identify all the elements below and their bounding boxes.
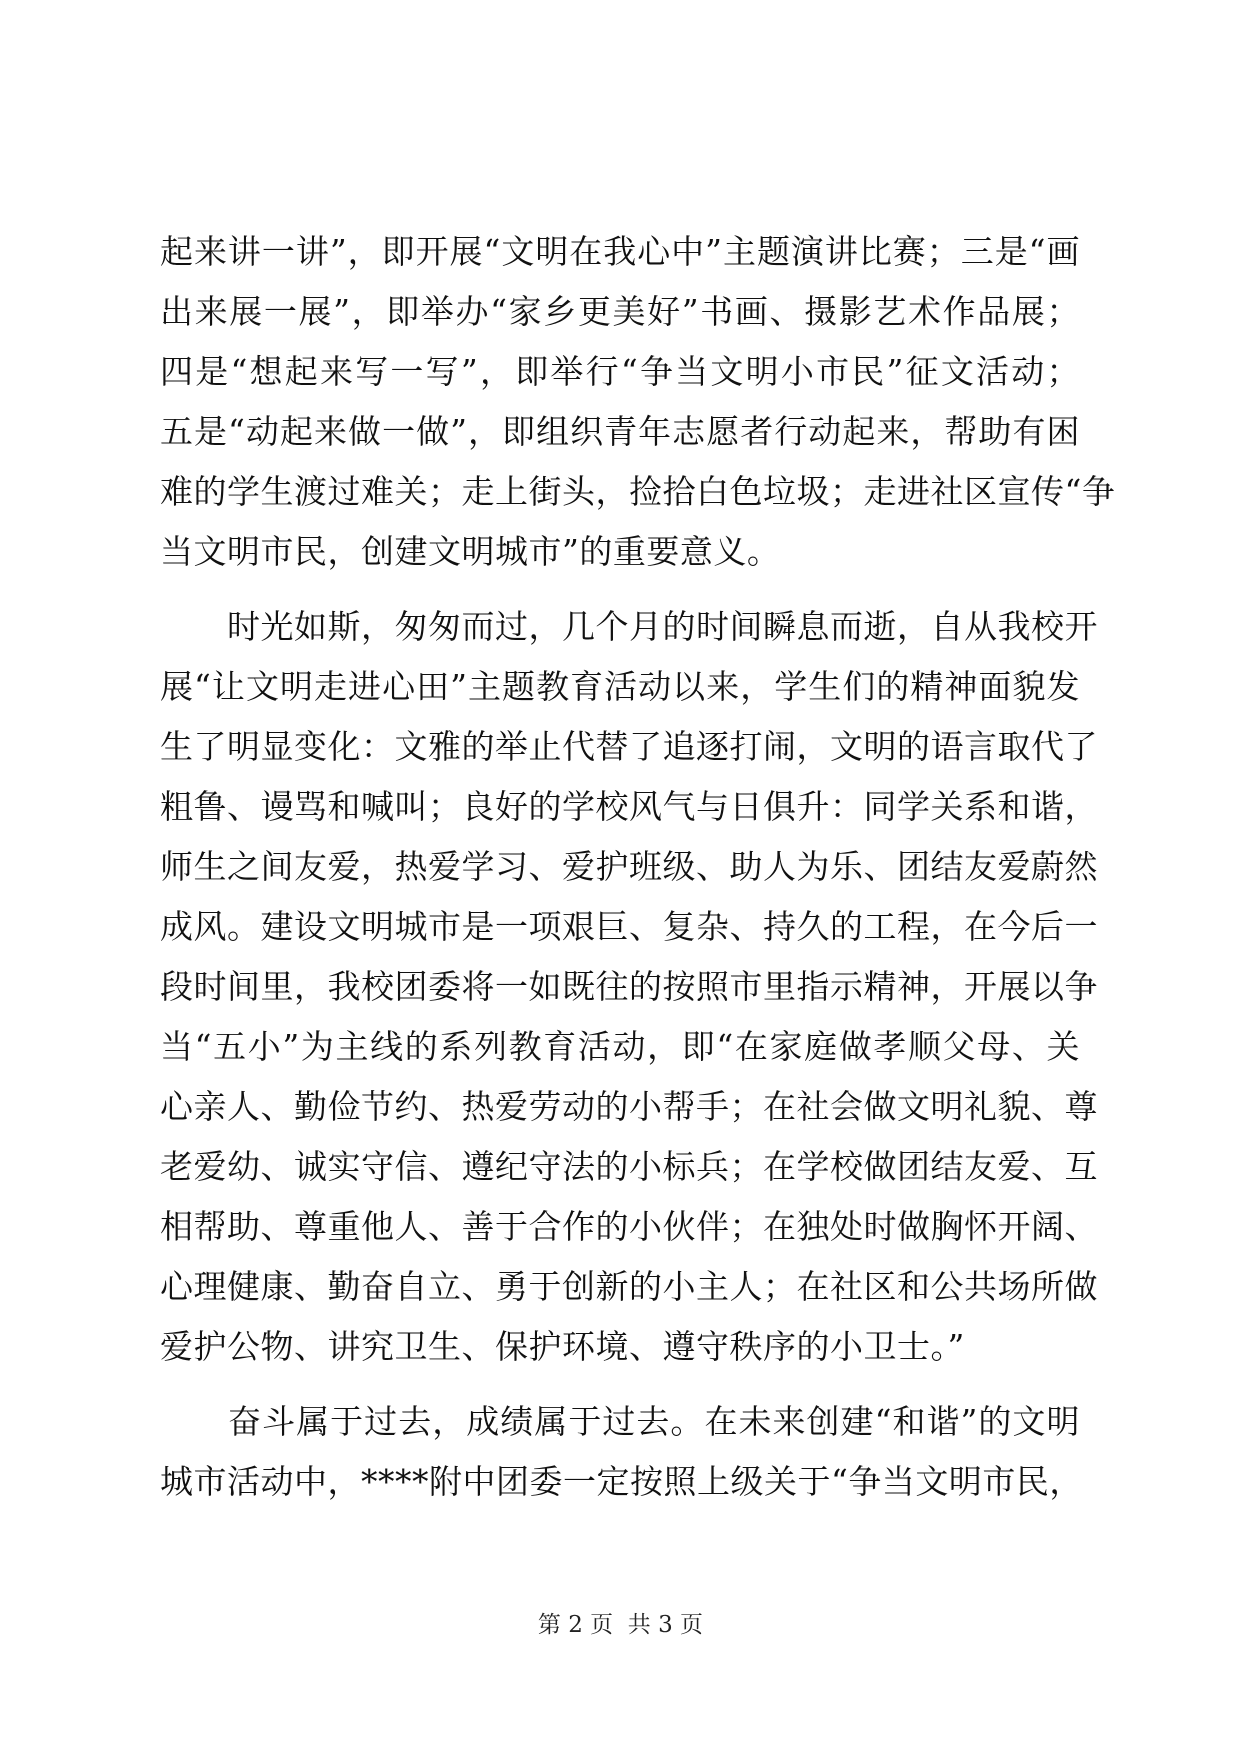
text-line: 段时间里，我校团委将一如既往的按照市里指示精神，开展以争 [160,967,1098,1006]
document-body [160,222,1116,1512]
text-line: 当“五小”为主线的系列教育活动，即“在家庭做孝顺父母、关 [160,1027,1080,1066]
paragraph-2 [160,597,1098,1377]
text-line: 奋斗属于过去，成绩属于过去。在未来创建“和谐”的文明 [160,1402,1080,1441]
text-line: 心理健康、勤奋自立、勇于创新的小主人；在社区和公共场所做 [160,1267,1098,1306]
text-line: 难的学生渡过难关；走上街头，捡拾白色垃圾；走进社区宣传“争 [160,472,1116,511]
page-footer [0,1606,1241,1639]
text-line: 五是“动起来做一做”，即组织青年志愿者行动起来，帮助有困 [160,412,1080,451]
text-line: 老爱幼、诚实守信、遵纪守法的小标兵；在学校做团结友爱、互 [160,1147,1098,1186]
text-line: 展“让文明走进心田”主题教育活动以来，学生们的精神面貌发 [160,667,1080,706]
text-line: 城市活动中，****附中团委一定按照上级关于“争当文明市民， [160,1462,1083,1501]
text-line: 相帮助、尊重他人、善于合作的小伙伴；在独处时做胸怀开阔、 [160,1207,1098,1246]
text-line: 生了明显变化：文雅的举止代替了追逐打闹，文明的语言取代了 [160,727,1098,766]
text-line: 出来展一展”，即举办“家乡更美好”书画、摄影艺术作品展； [160,292,1080,331]
text-line: 师生之间友爱，热爱学习、爱护班级、助人为乐、团结友爱蔚然 [160,847,1098,886]
text-line: 起来讲一讲”，即开展“文明在我心中”主题演讲比赛；三是“画 [160,232,1080,271]
text-line: 当文明市民，创建文明城市”的重要意义。 [160,532,781,571]
text-line: 四是“想起来写一写”，即举行“争当文明小市民”征文活动； [160,352,1080,391]
paragraph-3 [160,1392,1083,1512]
page-number-label: 第 2 页 共 3 页 [537,1612,704,1638]
text-line: 成风。建设文明城市是一项艰巨、复杂、持久的工程，在今后一 [160,907,1098,946]
text-line: 时光如斯，匆匆而过，几个月的时间瞬息而逝，自从我校开 [160,607,1098,646]
paragraph-1 [160,222,1116,582]
text-line: 心亲人、勤俭节约、热爱劳动的小帮手；在社会做文明礼貌、尊 [160,1087,1098,1126]
text-line: 爱护公物、讲究卫生、保护环境、遵守秩序的小卫士。” [160,1327,965,1366]
text-line: 粗鲁、谩骂和喊叫；良好的学校风气与日俱升：同学关系和谐， [160,787,1098,826]
